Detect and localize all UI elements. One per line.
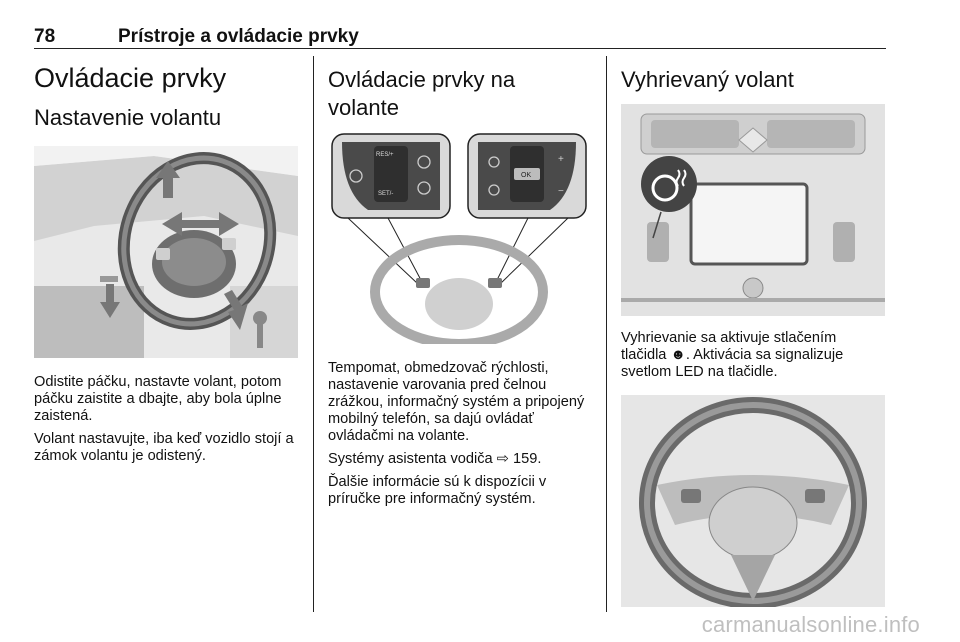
column-divider-1: [313, 56, 314, 612]
res-label: RES/+: [376, 152, 394, 158]
heated-wheel-icon: [641, 156, 697, 212]
paragraph-adjust-instructions: Odistite páčku, nastavte volant, potom páčku zaistite a dbajte, aby bola úplne zaistená.: [34, 374, 282, 424]
ok-label: OK: [521, 172, 532, 179]
heated-wheel-button-illustration: [621, 104, 885, 316]
running-title: Prístroje a ovládacie prvky: [118, 26, 359, 47]
page-header: [34, 22, 886, 49]
column-2: [328, 56, 590, 508]
section-heading: Ovládacie prvky: [34, 63, 227, 93]
subsection-heading-wheel-controls: Ovládacie prvky na volante: [328, 67, 516, 120]
column-1: [34, 56, 300, 465]
steering-adjust-illustration: [34, 146, 298, 358]
paragraph-heated-wheel: Vyhrievanie sa aktivuje stlačením tlačidla ☻. Aktivácia sa signalizuje svetlom LED na tlačidle.: [621, 330, 844, 380]
paragraph-adjust-warning: Volant nastavujte, iba keď vozidlo stojí a zámok volantu je odistený.: [34, 431, 294, 464]
subsection-heading-steering-adjust: Nastavenie volantu: [34, 105, 222, 130]
paragraph-infotainment-ref: Ďalšie informácie sú k dispozícii v príručke pre informačný systém.: [328, 474, 547, 507]
wheel-controls-illustration: [328, 132, 590, 344]
set-label: SET/-: [378, 191, 394, 197]
page-number: 78: [34, 26, 56, 47]
paragraph-driver-assist-ref: Systémy asistenta vodiča ⇨ 159.: [328, 451, 542, 467]
subsection-heading-heated-wheel: Vyhrievaný volant: [621, 67, 794, 92]
svg-text:+: +: [558, 154, 564, 165]
heated-wheel-illustration: [621, 395, 885, 607]
column-3: [621, 56, 885, 607]
column-divider-2: [606, 56, 607, 612]
watermark: carmanualsonline.info: [701, 612, 920, 637]
paragraph-wheel-controls: Tempomat, obmedzovač rýchlosti, nastavenie varovania pred čelnou zrážkou, informačný systém a pripojený mobilný telefón, sa dajú ovládať ovládačmi na volante.: [328, 360, 585, 444]
svg-text:−: −: [558, 186, 564, 197]
